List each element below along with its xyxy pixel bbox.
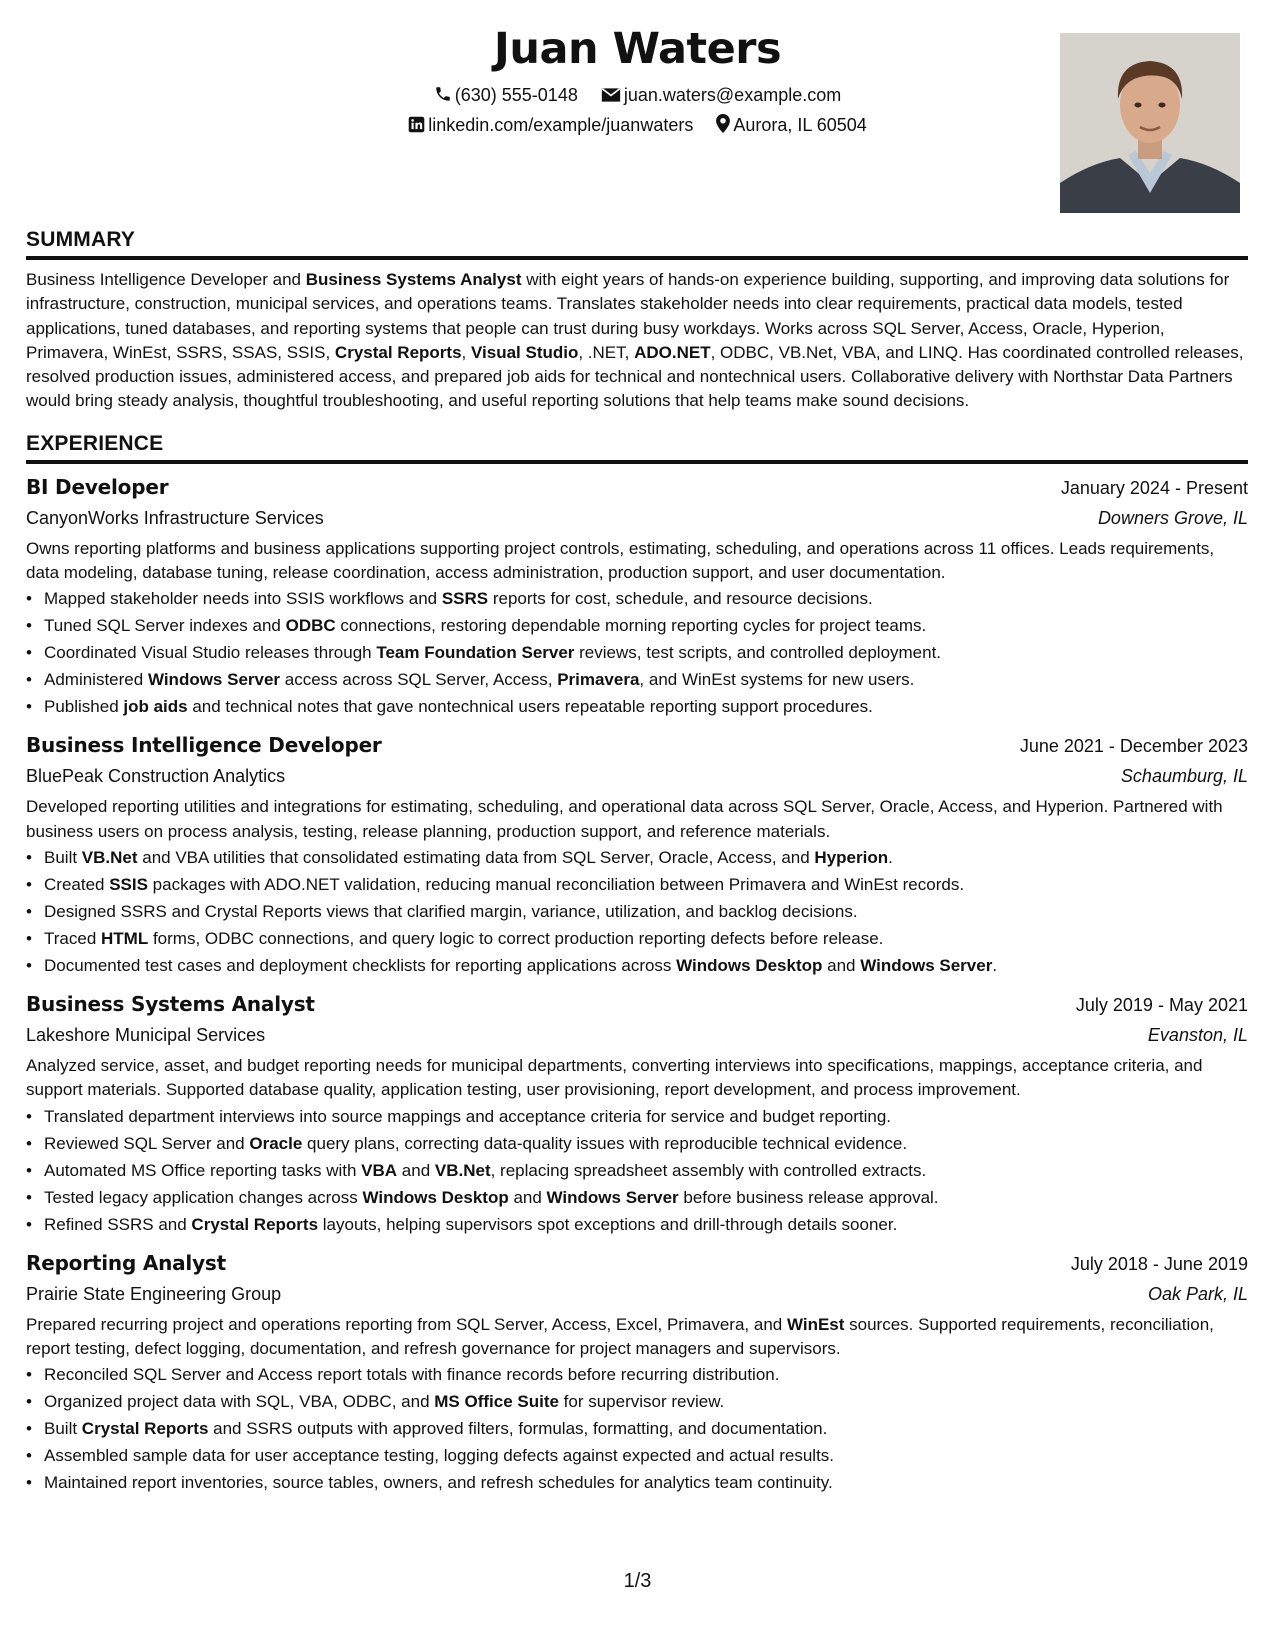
bullet-item bbox=[44, 871, 1248, 898]
linkedin-icon bbox=[408, 116, 425, 133]
bold-text: SSIS bbox=[109, 874, 148, 894]
job-company-row bbox=[26, 761, 1248, 792]
bullet-item bbox=[44, 1130, 1248, 1157]
text-run: Prepared recurring project and operations reporting from SQL Server, Access, Excel, Primavera, and bbox=[26, 1314, 787, 1334]
text-run: Automated MS Office reporting tasks with bbox=[44, 1160, 362, 1180]
summary-text bbox=[26, 268, 1248, 414]
text-run: for supervisor review. bbox=[558, 1392, 725, 1412]
text-run: query plans, correcting data-quality issues with reproducible technical evidence. bbox=[302, 1133, 908, 1153]
profile-photo bbox=[1060, 33, 1240, 213]
resume-content bbox=[26, 226, 1248, 1506]
job-bullets bbox=[26, 1103, 1248, 1238]
text-run: packages with ADO.NET validation, reducing manual reconciliation between Primavera and WinEst records. bbox=[147, 874, 965, 894]
company-name: Prairie State Engineering Group bbox=[26, 1283, 282, 1304]
job-entry bbox=[26, 1248, 1248, 1497]
text-run: and technical notes that gave nontechnical users repeatable reporting support procedures. bbox=[187, 697, 873, 717]
text-run: Assembled sample data for user acceptance testing, logging defects against expected and actual results. bbox=[44, 1446, 835, 1466]
bullet-item bbox=[44, 639, 1248, 666]
phone-item[interactable] bbox=[434, 84, 578, 106]
job-company-row bbox=[26, 1020, 1248, 1051]
bullet-item bbox=[44, 898, 1248, 925]
bullet-item bbox=[44, 1415, 1248, 1442]
text-run: and bbox=[397, 1160, 435, 1180]
text-run: . bbox=[888, 847, 893, 867]
bold-text: Crystal Reports bbox=[191, 1214, 319, 1234]
summary-section bbox=[26, 226, 1248, 414]
text-run: access across SQL Server, Access, bbox=[280, 670, 558, 690]
text-run: Reviewed SQL Server and bbox=[44, 1133, 250, 1153]
text-run: reviews, test scripts, and controlled deployment. bbox=[574, 643, 942, 663]
bold-text: job aids bbox=[123, 697, 188, 717]
envelope-icon bbox=[601, 87, 621, 103]
text-run: , .NET, bbox=[578, 342, 635, 362]
text-run: with eight years of hands-on experience building, supporting, and improving data solutions for infrastructure, construction, municipal services, and operations teams. Translates stakeholder needs into clear requirements, practical data models, tested applications, tuned databases, and reporting systems that people can trust during busy workdays. Works across SQL Server, Access, Oracle, Hyperion, Primavera, WinEst, SSRS, SSAS, SSIS, bbox=[26, 270, 1230, 362]
text-run: , replacing spreadsheet assembly with controlled extracts. bbox=[490, 1160, 927, 1180]
bullet-item bbox=[44, 1361, 1248, 1388]
job-list bbox=[26, 472, 1248, 1496]
text-run: Traced bbox=[44, 928, 102, 948]
bold-text: ADO.NET bbox=[634, 342, 711, 362]
job-location: Evanston, IL bbox=[1147, 1024, 1248, 1045]
location-item bbox=[716, 114, 866, 136]
bold-text: Visual Studio bbox=[470, 342, 579, 362]
company-name: BluePeak Construction Analytics bbox=[26, 766, 286, 787]
text-run: reports for cost, schedule, and resource decisions. bbox=[488, 589, 873, 609]
job-bullets bbox=[26, 1361, 1248, 1496]
text-run: before business release approval. bbox=[678, 1187, 939, 1207]
job-dates: January 2024 - Present bbox=[1060, 477, 1248, 498]
bold-text: VBA bbox=[361, 1160, 398, 1180]
text-run: Tuned SQL Server indexes and bbox=[44, 616, 286, 636]
bold-text: WinEst bbox=[786, 1314, 845, 1334]
job-summary bbox=[26, 1313, 1248, 1362]
text-run: , ODBC, VB.Net, VBA, and LINQ. Has coordinated controlled releases, resolved production issues, administered access, and prepared job aids for technical and nontechnical users. Collaborative delivery with Northstar Data Partners would bring steady analysis, thoughtful troubleshooting, and useful reporting solutions that help teams make sound decisions. bbox=[26, 342, 1244, 411]
bold-text: ODBC bbox=[285, 616, 336, 636]
text-run: Tested legacy application changes across bbox=[44, 1187, 363, 1207]
text-run: Refined SSRS and bbox=[44, 1214, 192, 1234]
text-run: Reconciled SQL Server and Access report totals with finance records before recurring distribution. bbox=[44, 1365, 780, 1385]
bullet-item bbox=[44, 844, 1248, 871]
location-text: Aurora, IL 60504 bbox=[733, 115, 867, 135]
bullet-item bbox=[44, 612, 1248, 639]
text-run: connections, restoring dependable morning reporting cycles for project teams. bbox=[335, 616, 927, 636]
job-summary: Developed reporting utilities and integrations for estimating, scheduling, and operational data across SQL Server, Oracle, Access, and Hyperion. Partnered with business users on process analysis, testing, release planning, production support, and reference materials. bbox=[26, 797, 1223, 841]
text-run: Translated department interviews into source mappings and acceptance criteria for service and budget reporting. bbox=[44, 1106, 891, 1126]
job-location: Oak Park, IL bbox=[1147, 1283, 1248, 1304]
job-entry bbox=[26, 472, 1248, 721]
text-run: . bbox=[992, 955, 998, 975]
text-run: Maintained report inventories, source tables, owners, and refresh schedules for analytics team continuity. bbox=[44, 1473, 833, 1493]
text-run: Documented test cases and deployment checklists for reporting applications across bbox=[44, 955, 677, 975]
company-name: CanyonWorks Infrastructure Services bbox=[26, 507, 324, 528]
text-run: Mapped stakeholder needs into SSIS workflows and bbox=[44, 589, 442, 609]
bullet-item bbox=[44, 693, 1248, 720]
text-run: Built bbox=[44, 1419, 82, 1439]
bold-text: SSRS bbox=[441, 589, 489, 609]
job-dates: June 2021 - December 2023 bbox=[1019, 736, 1248, 757]
job-bullets bbox=[26, 844, 1248, 979]
text-run: Business Intelligence Developer and bbox=[26, 270, 306, 289]
text-run: Organized project data with SQL, VBA, ODBC, and bbox=[44, 1392, 435, 1412]
bullet-item bbox=[44, 1157, 1248, 1184]
bold-text: Crystal Reports bbox=[81, 1419, 209, 1439]
bullet-item bbox=[44, 1103, 1248, 1130]
job-dates: July 2019 - May 2021 bbox=[1075, 994, 1248, 1015]
bullet-item bbox=[44, 585, 1248, 612]
bullet-item bbox=[44, 1442, 1248, 1469]
job-title: BI Developer bbox=[26, 474, 169, 499]
linkedin-text: linkedin.com/example/juanwaters bbox=[428, 115, 694, 135]
text-run: and bbox=[822, 955, 861, 975]
map-pin-icon bbox=[716, 114, 730, 133]
experience-heading: EXPERIENCE bbox=[26, 430, 1248, 464]
bullet-item bbox=[44, 1184, 1248, 1211]
bold-text: Oracle bbox=[249, 1133, 303, 1153]
bold-text: MS Office Suite bbox=[434, 1392, 559, 1412]
job-title-row bbox=[26, 1248, 1248, 1279]
text-run: Coordinated Visual Studio releases through bbox=[44, 643, 377, 663]
job-location: Schaumburg, IL bbox=[1120, 766, 1248, 787]
text-run: Created bbox=[44, 874, 110, 894]
bullet-item bbox=[44, 1388, 1248, 1415]
bold-text: VB.Net bbox=[81, 847, 138, 867]
text-run: layouts, helping supervisors spot exceptions and drill-through details sooner. bbox=[318, 1214, 898, 1234]
bullet-item bbox=[44, 1211, 1248, 1238]
job-title-row bbox=[26, 989, 1248, 1020]
text-run: and SSRS outputs with approved filters, formulas, formatting, and documentation. bbox=[208, 1419, 828, 1439]
text-run: , and WinEst systems for new users. bbox=[639, 670, 915, 690]
bold-text: Windows Server bbox=[860, 955, 993, 975]
bold-text: VB.Net bbox=[434, 1160, 491, 1180]
email-text: juan.waters@example.com bbox=[623, 85, 842, 105]
job-title-row bbox=[26, 472, 1248, 503]
page-number: 1/3 bbox=[623, 1570, 652, 1592]
text-run: Designed SSRS and Crystal Reports views that clarified margin, variance, utilization, and backlog decisions. bbox=[44, 901, 858, 921]
text-run: and VBA utilities that consolidated estimating data from SQL Server, Oracle, Access, and bbox=[137, 847, 815, 867]
job-company-row bbox=[26, 503, 1248, 534]
job-company-row bbox=[26, 1279, 1248, 1310]
job-summary: Analyzed service, asset, and budget reporting needs for municipal departments, converting interviews into specifications, mappings, acceptance criteria, and support materials. Supported database quality, application testing, user provisioning, report development, and process improvement. bbox=[26, 1055, 1203, 1100]
linkedin-item[interactable] bbox=[408, 114, 693, 136]
phone-icon bbox=[434, 85, 452, 103]
experience-section bbox=[26, 430, 1248, 1496]
bold-text: Windows Desktop bbox=[676, 955, 823, 975]
text-run: sources. Supported requirements, reconciliation, report testing, defect logging, documentation, and refresh governance for project managers and supervisors. bbox=[26, 1314, 1214, 1358]
text-run: forms, ODBC connections, and query logic to correct production reporting defects before release. bbox=[148, 928, 884, 948]
candidate-name: Juan Waters bbox=[493, 24, 782, 74]
email-item[interactable] bbox=[601, 84, 841, 106]
bullet-item bbox=[44, 1469, 1248, 1496]
job-title: Reporting Analyst bbox=[26, 1250, 226, 1275]
text-run: Administered bbox=[44, 670, 148, 690]
bullet-item bbox=[44, 952, 1248, 979]
text-run: and bbox=[508, 1187, 547, 1207]
bold-text: HTML bbox=[101, 928, 149, 948]
bold-text: Windows Server bbox=[546, 1187, 679, 1207]
summary-heading: SUMMARY bbox=[26, 226, 1248, 260]
bold-text: Hyperion bbox=[814, 847, 889, 867]
job-title: Business Intelligence Developer bbox=[26, 733, 382, 758]
bold-text: Business Systems Analyst bbox=[305, 270, 522, 289]
company-name: Lakeshore Municipal Services bbox=[26, 1024, 266, 1045]
job-summary: Owns reporting platforms and business applications supporting project controls, estimating, scheduling, and operations across 11 offices. Leads requirements, data modeling, database tuning, release coordination, access administration, production support, and user documentation. bbox=[26, 538, 1215, 583]
job-bullets bbox=[26, 585, 1248, 720]
text-run: Published bbox=[44, 697, 124, 717]
job-title-row bbox=[26, 730, 1248, 761]
job-entry bbox=[26, 989, 1248, 1238]
bold-text: Windows Server bbox=[147, 670, 281, 690]
job-entry bbox=[26, 730, 1248, 979]
job-location: Downers Grove, IL bbox=[1097, 507, 1248, 528]
bold-text: Primavera bbox=[557, 670, 640, 690]
job-dates: July 2018 - June 2019 bbox=[1070, 1253, 1248, 1274]
bold-text: Team Foundation Server bbox=[376, 643, 575, 663]
bullet-item bbox=[44, 925, 1248, 952]
text-run: Built bbox=[44, 847, 82, 867]
job-title: Business Systems Analyst bbox=[26, 991, 315, 1016]
text-run: , bbox=[461, 342, 471, 362]
bullet-item bbox=[44, 666, 1248, 693]
bold-text: Windows Desktop bbox=[362, 1187, 509, 1207]
bold-text: Crystal Reports bbox=[334, 342, 462, 362]
phone-text: (630) 555-0148 bbox=[454, 85, 578, 105]
